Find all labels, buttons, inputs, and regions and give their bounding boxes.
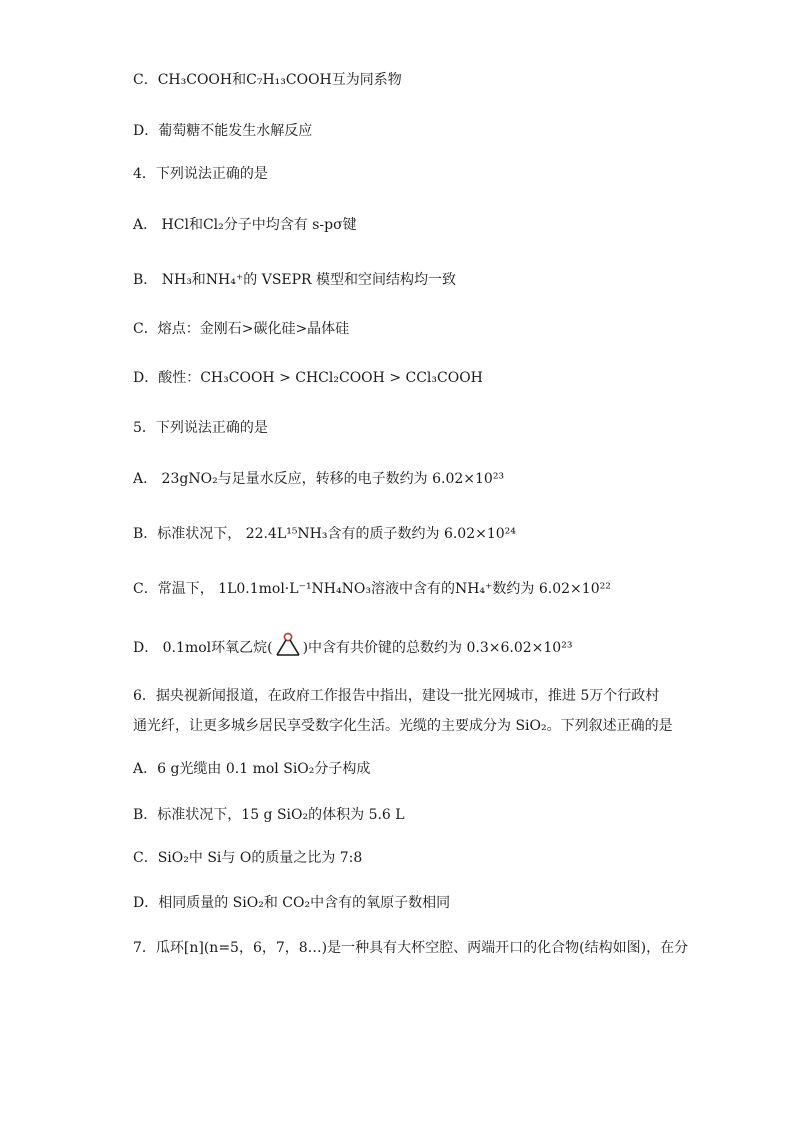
q5-stem: 5．下列说法正确的是 (133, 420, 268, 436)
q4-option-b: B． NH₃和NH₄⁺的 VSEPR 模型和空间结构均一致 (133, 272, 457, 288)
q4-option-d: D．酸性：CH₃COOH > CHCl₂COOH > CCl₃COOH (133, 370, 483, 386)
q6-option-d: D．相同质量的 SiO₂和 CO₂中含有的氧原子数相同 (133, 895, 451, 911)
q6-option-a: A．6 g光缆由 0.1 mol SiO₂分子构成 (133, 761, 371, 777)
q6-stem-line-1: 6．据央视新闻报道，在政府工作报告中指出，建设一批光网城市，推进 5万个行政村 (133, 688, 660, 704)
q5-option-a: A． 23gNO₂与足量水反应，转移的电子数约为 6.02×10²³ (133, 471, 505, 487)
q6-option-c: C．SiO₂中 Si与 O的质量之比为 7:8 (133, 850, 363, 866)
q6-option-b: B．标准状况下，15 g SiO₂的体积为 5.6 L (133, 807, 405, 823)
q4-option-c: C．熔点：金刚石>碳化硅>晶体硅 (133, 321, 350, 337)
epoxyethane-structure-icon (273, 632, 303, 658)
q5-option-d (133, 632, 572, 658)
q6-stem-line-2: 通光纤，让更多城乡居民享受数字化生活。光缆的主要成分为 SiO₂。下列叙述正确的是 (133, 718, 673, 734)
q7-stem-line-1: 7．瓜环[n](n=5，6，7，8…)是一种具有大杯空腔、两端开口的化合物(结构如图)，在分 (133, 940, 689, 956)
q4-stem: 4．下列说法正确的是 (133, 166, 268, 182)
q3-option-c: C．CH₃COOH和C₇H₁₃COOH互为同系物 (133, 72, 402, 88)
q5-option-d-prefix: D． 0.1mol环氧乙烷( (133, 640, 273, 656)
q5-option-c: C．常温下， 1L0.1mol·L⁻¹NH₄NO₃溶液中含有的NH₄⁺数约为 6.02×10²² (133, 581, 611, 597)
q4-option-a: A． HCl和Cl₂分子中均含有 s-pσ键 (133, 217, 357, 233)
q5-option-b: B．标准状况下， 22.4L¹⁵NH₃含有的质子数约为 6.02×10²⁴ (133, 526, 516, 542)
q5-option-d-suffix: )中含有共价键的总数约为 0.3×6.02×10²³ (302, 640, 573, 656)
q3-option-d: D．葡萄糖不能发生水解反应 (133, 123, 313, 139)
